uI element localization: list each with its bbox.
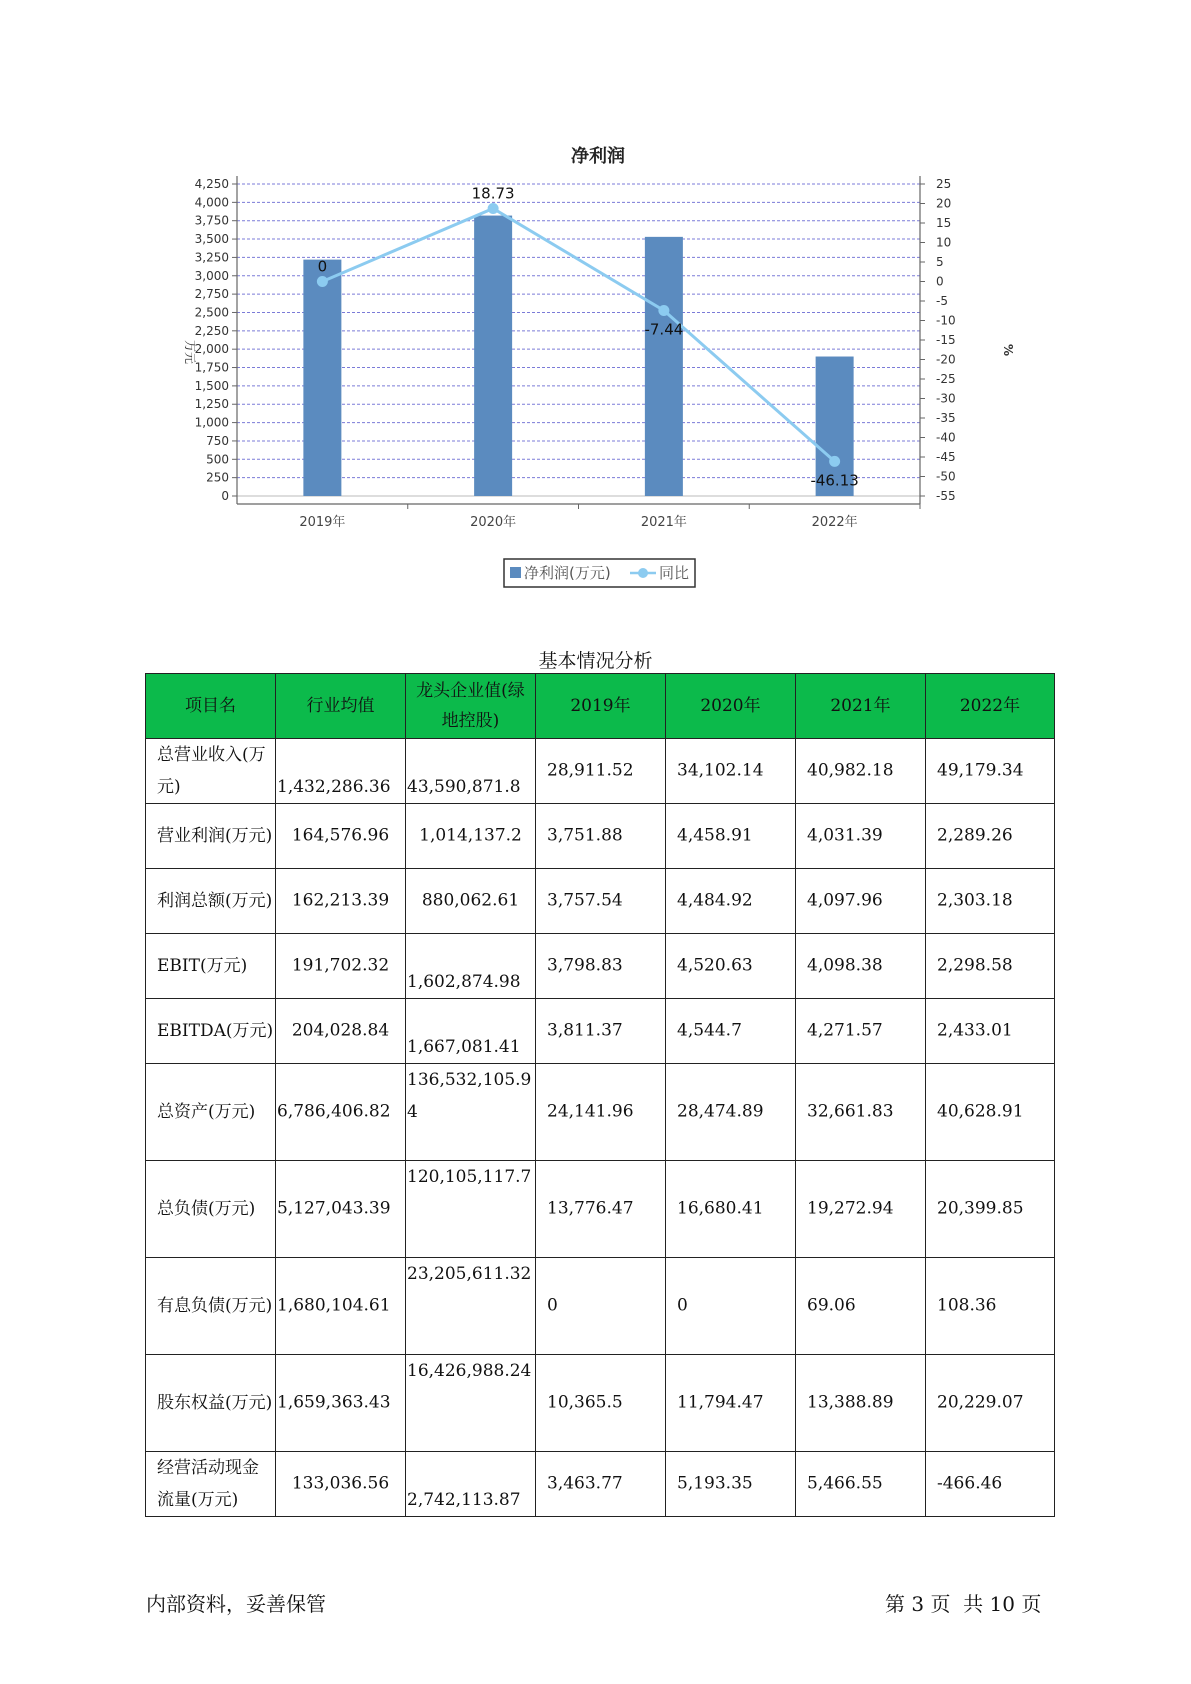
table-body (146, 739, 1055, 1517)
table-cell (796, 1161, 926, 1258)
net-profit-chart (0, 0, 1191, 600)
table-cell (666, 739, 796, 804)
y2-tick-label: 0 (936, 274, 944, 289)
header-industry-avg: 行业均值 (276, 674, 406, 739)
table-cell (276, 869, 406, 934)
table-cell (276, 1064, 406, 1161)
cell-value: 4,544.7 (677, 1020, 742, 1041)
chart-title: 净利润 (571, 146, 625, 167)
cell-value: -466.46 (937, 1473, 1003, 1494)
y2-tick-label: -45 (936, 450, 956, 464)
table-cell (796, 869, 926, 934)
row-label-cell (146, 739, 276, 804)
table-row (146, 999, 1055, 1064)
cell-value: 5,193.35 (677, 1473, 753, 1494)
legend-label-bar: 净利润(万元) (524, 564, 611, 582)
row-label: 总资产(万元) (157, 1102, 256, 1122)
cell-value: 108.36 (937, 1295, 997, 1316)
footer-page-total: 10 (989, 1592, 1015, 1616)
y-axis-label: 万元 (183, 339, 197, 365)
cell-value: 4,031.39 (807, 825, 883, 846)
table-cell (536, 1355, 666, 1452)
cell-value: 162,213.39 (291, 890, 390, 911)
legend-marker (638, 568, 648, 578)
cell-value: 28,911.52 (547, 760, 634, 781)
table-cell (666, 1064, 796, 1161)
table-cell (926, 1161, 1055, 1258)
y2-tick-label: -40 (936, 430, 956, 445)
table-cell (666, 934, 796, 999)
table-cell (796, 999, 926, 1064)
y2-tick-label: -35 (936, 411, 956, 425)
cell-value: 2,303.18 (937, 890, 1013, 911)
y-tick-label: 3,750 (194, 213, 229, 228)
cell-value: 5,466.55 (807, 1473, 883, 1494)
y-tick-label: 250 (206, 470, 229, 485)
table-row (146, 1355, 1055, 1452)
row-label: 股东权益(万元) (157, 1393, 273, 1413)
y2-tick-label: -5 (936, 294, 948, 308)
cell-value: 1,602,874.98 (407, 972, 521, 992)
row-label: 营业利润(万元) (157, 826, 273, 846)
cell-value: 4,520.63 (677, 955, 753, 976)
header-2020: 2020年 (666, 674, 796, 739)
row-label: 利润总额(万元) (157, 891, 273, 911)
table-cell (926, 1355, 1055, 1452)
yoy-line (322, 208, 834, 461)
y-tick-label: 4,250 (194, 177, 229, 191)
table-cell (666, 1355, 796, 1452)
table-row (146, 804, 1055, 869)
table-cell (536, 869, 666, 934)
y-tick-label: 3,500 (194, 232, 229, 247)
cell-value: 164,576.96 (291, 825, 390, 846)
table-cell (926, 869, 1055, 934)
table-cell (926, 739, 1055, 804)
chart-canvas (0, 0, 1191, 600)
table-row (146, 869, 1055, 934)
cell-value: 2,742,113.87 (407, 1490, 521, 1510)
yoy-point (317, 276, 328, 287)
y2-tick-label: -55 (936, 489, 956, 503)
table-cell (796, 1452, 926, 1517)
header-leader-value (406, 674, 536, 739)
chart-legend (504, 559, 695, 587)
table-cell (536, 804, 666, 869)
cell-value: 3,757.54 (547, 890, 623, 911)
cell-value: 1,680,104.61 (277, 1295, 391, 1316)
table-row (146, 1064, 1055, 1161)
row-label: 经营活动现金流量(万元) (157, 1458, 259, 1510)
table-cell (406, 739, 536, 804)
table-cell (536, 1258, 666, 1355)
row-label: EBITDA(万元) (157, 1021, 274, 1041)
cell-value: 204,028.84 (291, 1020, 390, 1041)
yoy-data-label: 0 (317, 257, 328, 276)
cell-value: 4,271.57 (807, 1020, 883, 1041)
cell-value: 1,667,081.41 (407, 1037, 521, 1057)
table-cell (796, 934, 926, 999)
cell-value: 23,205,611.32 (407, 1264, 532, 1284)
x-tick-label: 2020年 (470, 515, 517, 530)
table-cell (536, 999, 666, 1064)
cell-value: 191,702.32 (291, 955, 390, 976)
y2-tick-label: 25 (936, 177, 952, 191)
bar-2020年 (474, 216, 512, 496)
table-cell (276, 1355, 406, 1452)
table-cell (796, 739, 926, 804)
y2-tick-label: 10 (936, 235, 952, 250)
basic-analysis-table (145, 673, 1055, 1517)
table-cell (276, 934, 406, 999)
cell-value: 40,628.91 (937, 1101, 1024, 1122)
y-tick-label: 2,750 (194, 287, 229, 302)
header-item-name: 项目名 (146, 674, 276, 739)
cell-value: 5,127,043.39 (277, 1198, 391, 1219)
cell-value: 120,105,117.7 (407, 1167, 532, 1187)
x-tick-label: 2021年 (640, 515, 687, 530)
y-tick-label: 2,000 (194, 342, 229, 357)
table-cell (926, 1064, 1055, 1161)
cell-value: 43,590,871.8 (407, 777, 521, 797)
legend-swatch-bar (510, 567, 521, 578)
y-tick-label: 2,500 (194, 305, 229, 320)
cell-value: 2,289.26 (937, 825, 1013, 846)
y2-axis-label: % (1001, 343, 1015, 357)
bar-2019年 (303, 257, 341, 496)
header-2022: 2022年 (926, 674, 1055, 739)
table-cell (666, 1161, 796, 1258)
cell-value: 10,365.5 (547, 1392, 623, 1413)
table-cell (666, 804, 796, 869)
yoy-point (829, 456, 840, 467)
cell-value: 16,426,988.24 (407, 1361, 532, 1381)
cell-value: 1,659,363.43 (277, 1392, 391, 1413)
table-cell (276, 804, 406, 869)
cell-value: 1,014,137.2 (419, 825, 522, 846)
y2-tick-label: -10 (936, 313, 956, 328)
table-cell (406, 1064, 536, 1161)
table-cell (926, 999, 1055, 1064)
y-tick-label: 500 (206, 452, 229, 467)
table-row (146, 1452, 1055, 1517)
cell-value: 40,982.18 (807, 760, 894, 781)
table-cell (796, 1355, 926, 1452)
footer-page-mid: 页 共 (930, 1592, 984, 1616)
cell-value: 136,532,105.94 (407, 1070, 532, 1122)
table-row (146, 1161, 1055, 1258)
table-row (146, 934, 1055, 999)
y-tick-label: 3,000 (194, 268, 229, 283)
bar-2021年 (645, 237, 683, 496)
cell-value: 69.06 (807, 1295, 856, 1316)
cell-value: 4,484.92 (677, 890, 753, 911)
y-tick-label: 2,250 (194, 323, 229, 338)
table-cell (276, 739, 406, 804)
y2-tick-label: 15 (936, 216, 952, 230)
cell-value: 4,097.96 (807, 890, 883, 911)
table-cell (406, 1161, 536, 1258)
cell-value: 3,463.77 (547, 1473, 623, 1494)
row-label-cell (146, 934, 276, 999)
y-tick-label: 750 (206, 433, 229, 448)
footer-confidential: 内部资料，妥善保管 (146, 1592, 326, 1616)
footer-page-suffix: 页 (1021, 1592, 1042, 1616)
cell-value: 2,298.58 (937, 955, 1013, 976)
y-tick-label: 1,750 (194, 360, 229, 375)
table-cell (666, 999, 796, 1064)
y-tick-label: 4,000 (194, 195, 229, 210)
table-cell (276, 1258, 406, 1355)
header-leader-text: 龙头企业值(绿地控股) (416, 681, 525, 731)
y2-tick-label: 5 (936, 255, 944, 269)
cell-value: 11,794.47 (677, 1392, 764, 1413)
cell-value: 880,062.61 (421, 890, 520, 911)
table-cell (276, 999, 406, 1064)
row-label-cell (146, 804, 276, 869)
header-2021: 2021年 (796, 674, 926, 739)
row-label-cell (146, 999, 276, 1064)
yoy-data-label: -7.44 (644, 320, 684, 339)
cell-value: 16,680.41 (677, 1198, 764, 1219)
legend-label-line: 同比 (659, 564, 690, 582)
table-cell (536, 934, 666, 999)
cell-value: 6,786,406.82 (277, 1101, 391, 1122)
y2-tick-label: -30 (936, 391, 956, 406)
yoy-point (488, 203, 499, 214)
cell-value: 2,433.01 (937, 1020, 1013, 1041)
table-cell (926, 1258, 1055, 1355)
row-label-cell (146, 1452, 276, 1517)
cell-value: 32,661.83 (807, 1101, 894, 1122)
y-tick-label: 0 (221, 489, 229, 503)
row-label: 总负债(万元) (157, 1199, 256, 1219)
table-cell (276, 1161, 406, 1258)
row-label-cell (146, 869, 276, 934)
yoy-data-label: 18.73 (471, 184, 515, 203)
row-label-cell (146, 1258, 276, 1355)
row-label: 有息负债(万元) (157, 1296, 273, 1316)
footer-page-number: 3 (911, 1592, 925, 1616)
y2-tick-label: -25 (936, 372, 956, 386)
cell-value: 133,036.56 (291, 1473, 390, 1494)
table-cell (926, 1452, 1055, 1517)
table-cell (406, 1355, 536, 1452)
line-series (317, 184, 859, 489)
y2-tick-label: 20 (936, 196, 952, 211)
y2-tick-label: -20 (936, 352, 956, 367)
cell-value: 28,474.89 (677, 1101, 764, 1122)
y-tick-label: 1,000 (194, 415, 229, 430)
table-cell (666, 1258, 796, 1355)
table-cell (536, 1161, 666, 1258)
table-cell (796, 804, 926, 869)
cell-value: 24,141.96 (547, 1101, 634, 1122)
y2-tick-label: -50 (936, 469, 956, 484)
y-tick-label: 3,250 (194, 250, 229, 265)
cell-value: 3,751.88 (547, 825, 623, 846)
table-cell (536, 1452, 666, 1517)
cell-value: 19,272.94 (807, 1198, 894, 1219)
table-cell (406, 1452, 536, 1517)
y2-tick-label: -15 (936, 333, 956, 347)
cell-value: 1,432,286.36 (277, 777, 391, 797)
table-cell (536, 1064, 666, 1161)
table-cell (926, 934, 1055, 999)
table-cell (406, 804, 536, 869)
table-row (146, 739, 1055, 804)
table-cell (536, 739, 666, 804)
table-cell (276, 1452, 406, 1517)
row-label: EBIT(万元) (157, 956, 248, 976)
table-cell (406, 999, 536, 1064)
row-label-cell (146, 1161, 276, 1258)
table-cell (926, 804, 1055, 869)
row-label-cell (146, 1355, 276, 1452)
table-cell (406, 869, 536, 934)
cell-value: 13,388.89 (807, 1392, 894, 1413)
x-tick-label: 2019年 (299, 515, 346, 530)
cell-value: 13,776.47 (547, 1198, 634, 1219)
table-cell (796, 1064, 926, 1161)
yoy-point (658, 305, 669, 316)
cell-value: 0 (677, 1295, 688, 1316)
table-cell (666, 1452, 796, 1517)
table-cell (406, 1258, 536, 1355)
table-title: 基本情况分析 (538, 650, 653, 672)
row-label-cell (146, 1064, 276, 1161)
table-cell (666, 869, 796, 934)
x-tick-label: 2022年 (811, 515, 858, 530)
y-tick-label: 1,250 (194, 397, 229, 412)
cell-value: 34,102.14 (677, 760, 764, 781)
yoy-data-label: -46.13 (810, 471, 859, 490)
cell-value: 3,811.37 (547, 1020, 623, 1041)
cell-value: 49,179.34 (937, 760, 1024, 781)
table-cell (796, 1258, 926, 1355)
cell-value: 4,098.38 (807, 955, 883, 976)
cell-value: 20,229.07 (937, 1392, 1024, 1413)
header-2019: 2019年 (536, 674, 666, 739)
y-tick-label: 1,500 (194, 378, 229, 393)
cell-value: 3,798.83 (547, 955, 623, 976)
table-cell (406, 934, 536, 999)
cell-value: 0 (547, 1295, 558, 1316)
footer-page-prefix: 第 (885, 1592, 905, 1616)
footer-page-info (885, 1588, 1041, 1617)
row-label: 总营业收入(万元) (157, 745, 266, 797)
cell-value: 20,399.85 (937, 1198, 1024, 1219)
cell-value: 4,458.91 (677, 825, 753, 846)
table-header-row (146, 674, 1055, 739)
table-row (146, 1258, 1055, 1355)
